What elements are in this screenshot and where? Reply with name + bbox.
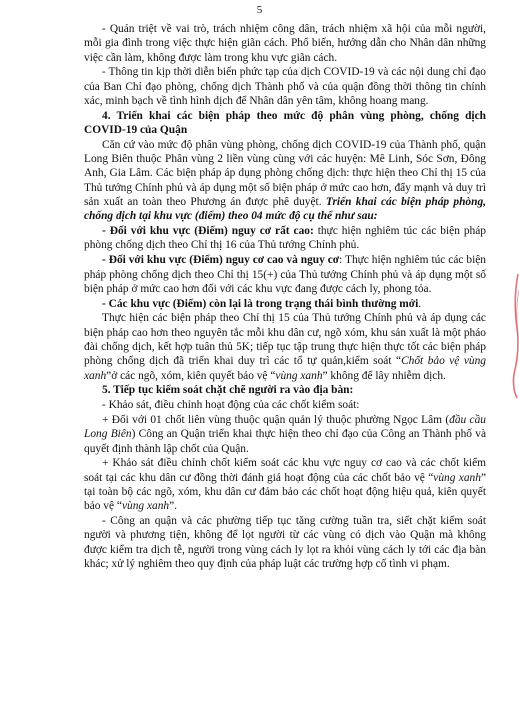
section-heading-4: 4. Triển khai các biện pháp theo mức độ phân vùng phòng, chống dịch COVID-19 của Quận bbox=[84, 109, 486, 137]
red-stamp-edge bbox=[511, 270, 519, 400]
paragraph-zoning: Căn cứ vào mức độ phân vùng phòng, chống dịch COVID-19 của Thành phố, quận Long Biên thuộc Phân vùng 2 liền vùng cùng với các huyện: Mê Linh, Sóc Sơn, Đông Anh, Gia Lâm. Các biện pháp áp dụng phòng chống dịch: thực hiện theo Chỉ thị 15 của Thủ tướng Chính phủ và áp dụng một số biện pháp ở mức cao hơn, đẩy mạnh và duy trì sản xuất an toàn theo Phương án được phê duyệt. Triển khai các biện pháp phòng, chống dịch tại khu vực (điểm) theo 04 mức độ cụ thể như sau: bbox=[84, 138, 487, 223]
paragraph-very-high-risk: - Đối với khu vực (Điểm) nguy cơ rất cao: thực hiện nghiêm túc các biện pháp phòng chống dịch theo Chỉ thị 16 của Thủ tướng Chính phủ. bbox=[84, 225, 486, 252]
paragraph-checkpoint-adjust: + Khảo sát điều chỉnh chốt kiểm soát các khu vực nguy cơ cao và các chốt kiểm soát tại các khu dân cư đồng thời đánh giá hoạt động của các chốt bảo vệ “vùng xanh” tại toàn bộ các ngõ, xóm, khu dân cư đảm bảo các chốt hoạt động hiệu quả, kiên quyết bảo vệ “vùng xanh”. bbox=[84, 457, 486, 513]
paragraph-directive-15: Thực hiện các biện pháp theo Chỉ thị 15 của Thủ tướng Chính phủ và áp dụng các biện pháp cao hơn theo nguyên tắc mỗi khu dân cư, ngõ xóm, khu sản xuất là một pháo đài chống dịch, kết hợp tuân thủ 5K; tiếp tục tập trung thực hiện thực tốt các biện pháp phòng chống dịch đã triển khai duy trì các tổ tự quản,kiểm soát “Chốt bảo vệ vùng xanh”ở các ngõ, xóm, kiên quyết bảo vệ “vùng xanh” không để lây nhiễm dịch. bbox=[84, 312, 486, 382]
paragraph-new-normal: - Các khu vực (Điểm) còn lại là trong trạng thái bình thường mới. bbox=[102, 297, 422, 310]
page-number: 5 bbox=[256, 4, 263, 16]
paragraph-high-risk: - Đối với khu vực (Điểm) nguy cơ cao và nguy cơ: Thực hiện nghiêm túc các biện pháp phòng chống dịch theo Chỉ thị 15(+) của Thủ tướng Chính phủ và áp dụng một số biện pháp ở mức cao hơn đối với các khu vực đang được cách ly, phong tỏa. bbox=[84, 254, 486, 295]
paragraph-information: - Thông tin kịp thời diễn biến phức tạp của dịch COVID-19 và các nội dung chỉ đạo của Ban Chỉ đạo phòng, chống dịch Thành phố và của quận đồng thời thông tin chính xác, minh bạch về tình hình dịch để Nhân dân yên tâm, không hoang mang. bbox=[84, 66, 486, 107]
paragraph-police-patrol: - Công an quận và các phường tiếp tục tăng cường tuần tra, siết chặt kiểm soát người và phương tiện, không để lọt người từ các vùng có dịch vào Quận mà không được kiểm tra dịch tễ, người trong vùng cách ly lọt ra khỏi vùng cách ly tới các địa bàn khác; xử lý nghiêm theo quy định của pháp luật các trường hợp cố tình vi phạm. bbox=[84, 515, 486, 570]
document-body bbox=[84, 22, 486, 572]
section-heading-5: 5. Tiếp tục kiểm soát chặt chẽ người ra vào địa bàn: bbox=[102, 384, 354, 397]
paragraph-civic-duty: - Quán triệt về vai trò, trách nhiệm công dân, trách nhiệm xã hội của mỗi người, mỗi gia đình trong việc thực hiện giãn cách. Phổ biến, hướng dẫn cho Nhân dân những việc cần làm, không được làm trong khu vực giãn cách. bbox=[84, 23, 486, 64]
paragraph-survey: - Khảo sát, điều chỉnh hoạt động của các chốt kiểm soát: bbox=[102, 399, 360, 412]
paragraph-checkpoint-ngoc-lam: + Đối với 01 chốt liên vùng thuộc quận quản lý thuộc phường Ngọc Lâm (đầu cầu Long Biên) Công an Quận triển khai thực hiện theo chỉ đạo của Công an Thành phố và quyết định thành lập chốt của Quận. bbox=[84, 414, 486, 455]
